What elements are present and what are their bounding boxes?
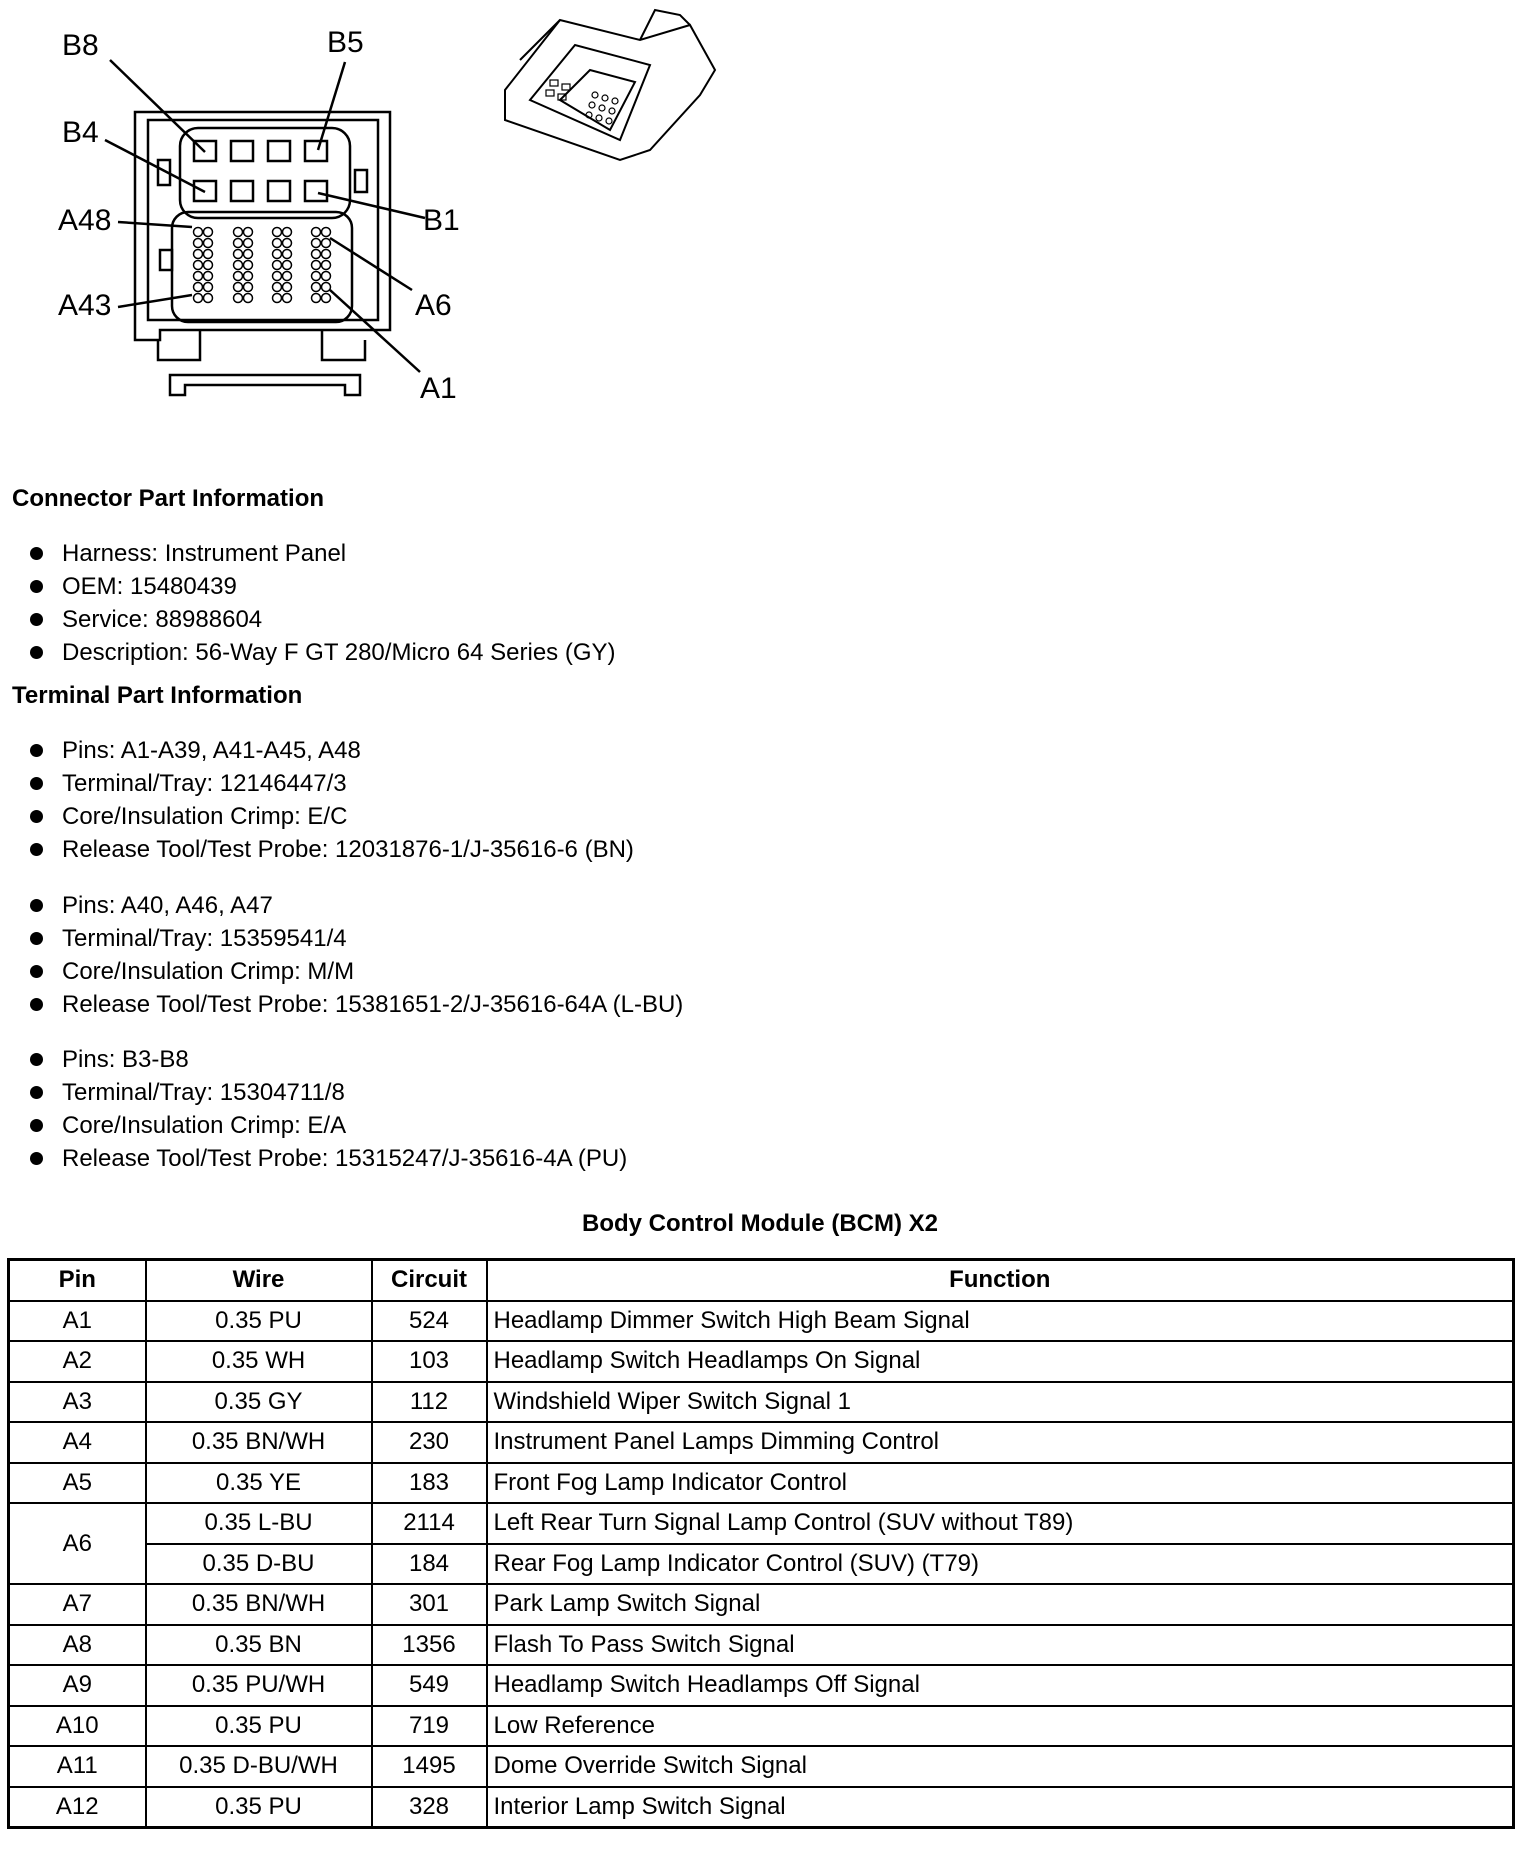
cell-function: Low Reference [487,1706,1514,1747]
terminal-group-3 [30,1043,627,1175]
a-pin-cavity [273,250,282,259]
callout-b8: B8 [62,29,99,62]
b-pin-cavity [268,181,290,201]
cell-circuit: 183 [372,1463,487,1504]
a-pin-cavity [234,228,243,237]
a-pin-cavity [283,283,292,292]
b-pin-cavity [305,141,327,161]
table-row [9,1422,1514,1463]
a-pin-cavity [312,294,321,303]
list-item: Terminal/Tray: 15359541/4 [30,922,683,955]
a-pin-cavity [283,239,292,248]
cell-wire: 0.35 PU [146,1706,372,1747]
cell-wire: 0.35 BN/WH [146,1422,372,1463]
callout-a6: A6 [415,289,452,322]
b-pin-cavity [231,181,253,201]
a-pin-cavity [244,261,253,270]
list-item: Pins: A1-A39, A41-A45, A48 [30,734,634,767]
a-pin-cavity [322,261,331,270]
b-pin-cavity [231,141,253,161]
a-pin-cavity [322,239,331,248]
table-row [9,1341,1514,1382]
cell-pin: A1 [9,1301,146,1342]
a-pin-cavity [194,228,203,237]
a-pin-cavity [322,228,331,237]
a-pin-cavity [322,250,331,259]
cell-wire: 0.35 PU [146,1787,372,1828]
callout-a43: A43 [58,289,112,322]
list-item: Release Tool/Test Probe: 15381651-2/J-35616-64A (L-BU) [30,988,683,1021]
a-pin-cavity [234,239,243,248]
cell-circuit: 230 [372,1422,487,1463]
a-pin-cavity [244,228,253,237]
a-pin-cavity [322,272,331,281]
cell-circuit: 103 [372,1341,487,1382]
cell-wire: 0.35 GY [146,1382,372,1423]
a-pin-cavity [234,283,243,292]
cell-pin: A9 [9,1665,146,1706]
list-item: Description: 56-Way F GT 280/Micro 64 Series (GY) [30,636,616,669]
cell-circuit: 1356 [372,1625,487,1666]
cell-wire: 0.35 BN [146,1625,372,1666]
col-header-function: Function [487,1260,1514,1301]
list-item: Harness: Instrument Panel [30,537,616,570]
table-row [9,1665,1514,1706]
cell-pin: A10 [9,1706,146,1747]
cell-pin: A11 [9,1746,146,1787]
a-pin-cavity [204,239,213,248]
col-header-pin: Pin [9,1260,146,1301]
cell-pin: A6 [9,1503,146,1584]
cell-circuit: 1495 [372,1746,487,1787]
a-pin-cavity [283,294,292,303]
callout-a1: A1 [420,372,457,405]
table-row [9,1382,1514,1423]
list-item: Release Tool/Test Probe: 15315247/J-35616-4A (PU) [30,1142,627,1175]
terminal-group-2 [30,889,683,1021]
a-pin-cavity [273,283,282,292]
cell-wire: 0.35 L-BU [146,1503,372,1544]
a-pin-cavity [244,239,253,248]
a-pin-cavity [204,261,213,270]
table-title: Body Control Module (BCM) X2 [582,1210,938,1237]
a-pin-cavity [194,239,203,248]
callout-b4: B4 [62,116,99,149]
cell-pin: A7 [9,1584,146,1625]
a-pin-cavity [283,250,292,259]
list-item: Release Tool/Test Probe: 12031876-1/J-35616-6 (BN) [30,833,634,866]
a-pin-cavity [283,228,292,237]
b-pin-cavity [268,141,290,161]
cell-function: Headlamp Switch Headlamps Off Signal [487,1665,1514,1706]
list-item: Core/Insulation Crimp: E/C [30,800,634,833]
a-pin-cavity [204,250,213,259]
a-pin-cavity [194,261,203,270]
cell-pin: A12 [9,1787,146,1828]
table-row [9,1301,1514,1342]
a-pin-cavity [204,283,213,292]
b-pin-cavity [305,181,327,201]
cell-wire: 0.35 WH [146,1341,372,1382]
cell-pin: A5 [9,1463,146,1504]
cell-circuit: 524 [372,1301,487,1342]
callout-b5: B5 [327,26,364,59]
cell-function: Headlamp Switch Headlamps On Signal [487,1341,1514,1382]
cell-function: Instrument Panel Lamps Dimming Control [487,1422,1514,1463]
cell-circuit: 328 [372,1787,487,1828]
cell-circuit: 719 [372,1706,487,1747]
cell-wire: 0.35 D-BU [146,1544,372,1585]
list-item: Core/Insulation Crimp: E/A [30,1109,627,1142]
a-pin-cavity [234,272,243,281]
cell-function: Headlamp Dimmer Switch High Beam Signal [487,1301,1514,1342]
terminal-group-1 [30,734,634,866]
a-pin-cavity [273,228,282,237]
a-pin-cavity [244,294,253,303]
a-pin-cavity [273,261,282,270]
a-pin-cavity [244,272,253,281]
a-pin-cavity [194,283,203,292]
table-row [9,1584,1514,1625]
list-item: Pins: A40, A46, A47 [30,889,683,922]
a-pin-cavity [194,294,203,303]
cell-function: Windshield Wiper Switch Signal 1 [487,1382,1514,1423]
list-item: Terminal/Tray: 12146447/3 [30,767,634,800]
cell-circuit: 184 [372,1544,487,1585]
a-pin-cavity [312,272,321,281]
cell-function: Dome Override Switch Signal [487,1746,1514,1787]
cell-circuit: 301 [372,1584,487,1625]
a-pin-cavity [194,272,203,281]
a-pin-cavity [204,272,213,281]
a-pin-cavity [273,239,282,248]
a-pin-cavity [234,250,243,259]
cell-circuit: 112 [372,1382,487,1423]
table-row [9,1544,1514,1585]
a-pin-cavity [312,239,321,248]
a-pin-cavity [234,261,243,270]
a-pin-cavity [283,272,292,281]
a-pin-cavity [204,228,213,237]
cell-function: Park Lamp Switch Signal [487,1584,1514,1625]
list-item: Core/Insulation Crimp: M/M [30,955,683,988]
a-pin-cavity [283,261,292,270]
a-pin-cavity [312,250,321,259]
a-pin-cavity [234,294,243,303]
cell-pin: A3 [9,1382,146,1423]
connector-face-diagram [0,0,760,420]
list-item: Terminal/Tray: 15304711/8 [30,1076,627,1109]
a-pin-cavity [312,261,321,270]
pin-table [7,1258,1515,1829]
table-row [9,1746,1514,1787]
connector-3d-thumbnail [505,10,715,160]
col-header-circuit: Circuit [372,1260,487,1301]
cell-function: Front Fog Lamp Indicator Control [487,1463,1514,1504]
cell-circuit: 2114 [372,1503,487,1544]
cell-pin: A8 [9,1625,146,1666]
a-pin-cavity [273,294,282,303]
cell-wire: 0.35 PU/WH [146,1665,372,1706]
cell-pin: A2 [9,1341,146,1382]
list-item: OEM: 15480439 [30,570,616,603]
cell-wire: 0.35 YE [146,1463,372,1504]
list-item: Pins: B3-B8 [30,1043,627,1076]
a-pin-cavity [244,283,253,292]
terminal-part-heading: Terminal Part Information [12,682,303,709]
col-header-wire: Wire [146,1260,372,1301]
cell-function: Flash To Pass Switch Signal [487,1625,1514,1666]
table-row [9,1503,1514,1544]
cell-function: Left Rear Turn Signal Lamp Control (SUV without T89) [487,1503,1514,1544]
cell-function: Interior Lamp Switch Signal [487,1787,1514,1828]
list-item: Service: 88988604 [30,603,616,636]
cell-wire: 0.35 BN/WH [146,1584,372,1625]
table-row [9,1463,1514,1504]
cell-wire: 0.35 PU [146,1301,372,1342]
a-pin-cavity [194,250,203,259]
callout-a48: A48 [58,204,112,237]
a-pin-cavity [244,250,253,259]
a-pin-cavity [312,283,321,292]
table-row [9,1706,1514,1747]
a-pin-cavity [273,272,282,281]
a-pin-cavity [322,294,331,303]
connector-part-list [30,537,616,669]
table-header-row [9,1260,1514,1301]
cell-pin: A4 [9,1422,146,1463]
cell-circuit: 549 [372,1665,487,1706]
connector-part-heading: Connector Part Information [12,485,325,512]
a-pin-cavity [312,228,321,237]
a-pin-cavity [322,283,331,292]
a-pin-cavity [204,294,213,303]
table-row [9,1787,1514,1828]
cell-wire: 0.35 D-BU/WH [146,1746,372,1787]
callout-b1: B1 [423,204,460,237]
cell-function: Rear Fog Lamp Indicator Control (SUV) (T79) [487,1544,1514,1585]
table-row [9,1625,1514,1666]
